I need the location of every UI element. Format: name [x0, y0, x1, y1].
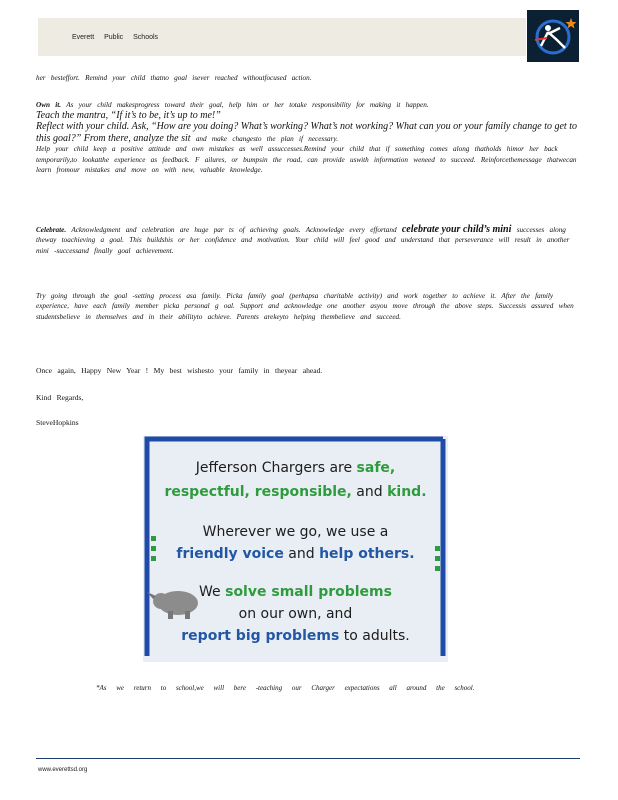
celebrate-line1: Acknowledgment and celebration are huge par ts of achieving goals. Acknowledge every effortand	[71, 226, 397, 234]
celebrate-heading: Celebrate.	[36, 226, 67, 234]
own-it-mantra: Teach the mantra, “If it’s to be, it’s up to me!”	[36, 110, 221, 122]
own-it-reflect: Reflect with your child. Ask, “How are you doing? What’s working? What’s not working? What can you or your family change to get to this goal?” From there, analyze the sit	[36, 121, 577, 144]
family-text: Try going through the goal -setting process asa family. Picka family goal (perhapsa charitable activity) and work together to achieve it. After the family experience, have each family member picka personal g oal. Support and acknowledge one another asyou move through the above steps. Successis assured when studentsbelieve in themselves and in their abilityto achieve. Parents arekeyto helping thembelieve and succeed.	[36, 292, 574, 321]
celebrate-line2: successes along theway toachieving a goal. This buildshis or her confidence and motivation. Your child will feel good and understand that perseverance will result in another mini -successand finally goal achievement.	[36, 226, 570, 255]
paragraph-own-it	[36, 100, 581, 175]
poster-line-1: Jefferson Chargers are safe,	[195, 460, 396, 476]
own-it-line1: As your child makesprogress toward their goal, help him or her totake responsibility for making it happen.	[66, 101, 429, 109]
regards-line: Kind Regards,	[36, 393, 84, 402]
paragraph-family	[36, 291, 581, 322]
poster-image	[143, 436, 448, 662]
footer-divider	[36, 758, 580, 759]
poster-line-4: friendly voice and help others.	[176, 546, 415, 562]
own-it-line3: Help your child keep a positive attitude and own mistakes as well assuccesses.Remind your child that if something comes along thatholds himor her back temporarily,to lookatthe experience as feedback. F ailures, or bumpsin the road, can provide uswith information weneed to succeed. Reinforcethemessage thatwecan learn fromour mistakes and move on with new, valuable knowledge.	[36, 145, 577, 175]
celebrate-big: celebrate your child’s mini	[401, 224, 512, 235]
signature: SteveHopkins	[36, 418, 79, 427]
footer-url[interactable]: www.everettsd.org	[38, 767, 88, 773]
district-logo	[527, 10, 579, 62]
intro-text: her besteffort. Remind your child thatno goal isever reached withoutfocused action.	[36, 74, 312, 82]
poster-line-3: Wherever we go, we use a	[202, 524, 389, 540]
poster-line-6: on our own, and	[238, 606, 353, 622]
header-title: Everett Public Schools	[72, 34, 159, 41]
poster-line-5: We solve small problems	[199, 584, 392, 600]
own-it-line2: and make changesto the plan if necessary.	[195, 134, 338, 143]
paragraph-intro	[36, 73, 581, 83]
poster-line-2: respectful, responsible, and kind.	[164, 484, 427, 500]
paragraph-celebrate	[36, 224, 581, 256]
poster-line-7: report big problems to adults.	[181, 628, 410, 644]
poster-caption: *As we return to school,we will bere -teaching our Charger expectations all around the school.	[96, 684, 475, 692]
own-it-heading: Own it.	[36, 101, 62, 109]
closing-line: Once again, Happy New Year ! My best wishesto your family in theyear ahead.	[36, 366, 323, 375]
